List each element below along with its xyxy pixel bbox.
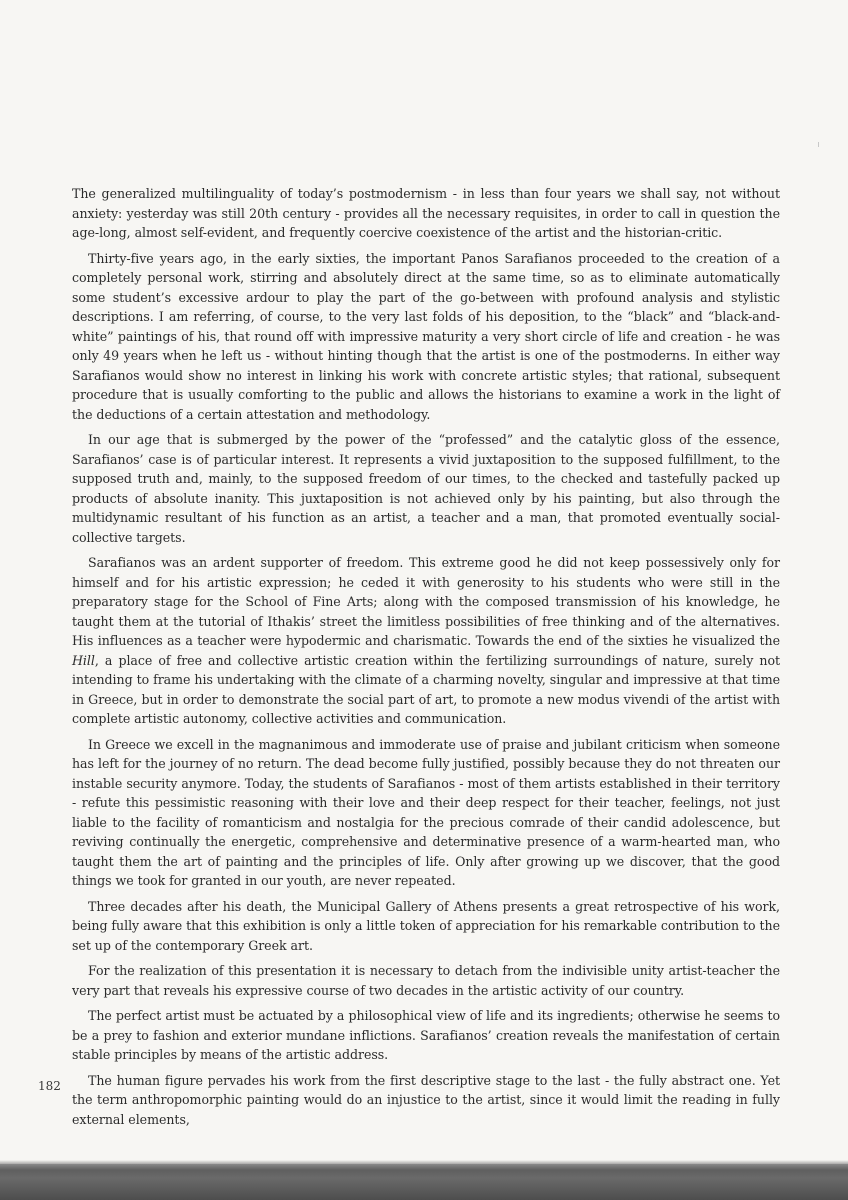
paragraph-2: Thirty-five years ago, in the early sixties, the important Panos Sarafianos proceeded to the creation of a completely personal work, stirring and absolutely direct at the same time, so as to eliminate automatically some student’s excessive ardour to play the part of the go-between with profound analysis and stylistic descriptions. I am referring, of course, to the very last folds of his deposition, to the “black” and “black-and-white” paintings of his, that round off with impressive maturity a very short circle of life and creation - he was only 49 years when he left us - without hinting though that the artist is one of the postmoderns. In either way Sarafianos would show no interest in linking his work with concrete artistic styles; that rational, subsequent procedure that is usually comforting to the public and allows the historians to examine a work in the light of the deductions of a certain attestation and methodology. — [72, 250, 780, 422]
paragraph-6: Three decades after his death, the Municipal Gallery of Athens presents a great retrospective of his work, being fully aware that this exhibition is only a little token of appreciation for his remarkable contribution to the set up of the contemporary Greek art. — [72, 898, 780, 953]
paragraph-1: The generalized multilinguality of today’s postmodernism - in less than four years we shall say, not without anxiety: yesterday was still 20th century - provides all the necessary requisites, in order to call in question the age-long, almost self-evident, and frequently coercive coexistence of the artist and the historian-critic. — [72, 186, 780, 240]
paragraph-9: The human figure pervades his work from the first descriptive stage to the last - the fully abstract one. Yet the term anthropomorphic painting would do an injustice to the artist, since it would limit the reading in fully external elements, — [72, 1072, 780, 1127]
page-number: 182 — [38, 1079, 61, 1093]
paragraph-5: In Greece we excell in the magnanimous and immoderate use of praise and jubilant criticism when someone has left for the journey of no return. The dead become fully justified, possibly because they do not threaten our instable security anymore. Today, the students of Sarafianos - most of them artists established in their territory - refute this pessimistic reasoning with their love and their deep respect for their teacher, feelings, not just liable to the facility of romanticism and nostalgia for the precious comrade of their candid adolescence, but reviving continually the energetic, comprehensive and determinative presence of a warm-hearted man, who taught them the art of painting and the principles of life. Only after growing up we discover, that the good things we took for granted in our youth, are never repeated. — [72, 736, 780, 888]
hill-italic-term: Hill — [72, 652, 95, 668]
paragraph-3: In our age that is submerged by the power of the “professed” and the catalytic gloss of the essence, Sarafianos’ case is of particular interest. It represents a vivid juxtaposition to the supposed fulfillment, to the supposed truth and, mainly, to the supposed freedom of our times, to the checked and tastefully packed up products of absolute inanity. This juxtaposition is not achieved only by his painting, but also through the multidynamic resultant of his function as an artist, a teacher and a man, that promoted eventually social-collective targets. — [72, 432, 780, 545]
paragraph-8: The perfect artist must be actuated by a philosophical view of life and its ingredients; otherwise he seems to be a prey to fashion and exterior mundane inflictions. Sarafianos’ creation reveals the manifestation of certain stable principles by means of the artistic address. — [72, 1008, 780, 1062]
margin-mark — [818, 142, 819, 147]
paragraph-4-text-end: , a place of free and collective artistic creation within the fertilizing surroundings of nature, surely not intending to frame his undertaking with the climate of a charming novelty, singular and impressive at that time in Greece, but in order to demonstrate the social part of art, to promote a new modus vivendi of the artist with complete artistic autonomy, collective activities and communication. — [72, 652, 780, 726]
body-text — [72, 184, 780, 1135]
paragraph-4-text-start: Sarafianos was an ardent supporter of freedom. This extreme good he did not keep possessively only for himself and for his artistic expression; he ceded it with generosity to his students who were still in the preparatory stage for the School of Fine Arts; along with the composed transmission of his knowledge, he taught them at the tutorial of Ithakis’ street the limitless possibilities of free thinking and of the alternatives. His influences as a teacher were hypodermic and charismatic. Towards the end of the sixties he visualized the — [72, 555, 780, 648]
scan-bottom-border — [0, 1164, 848, 1200]
paragraph-7: For the realization of this presentation it is necessary to detach from the indivisible unity artist-teacher the very part that reveals his expressive course of two decades in the artistic activity of our country. — [72, 963, 780, 998]
paragraph-4 — [72, 553, 780, 729]
